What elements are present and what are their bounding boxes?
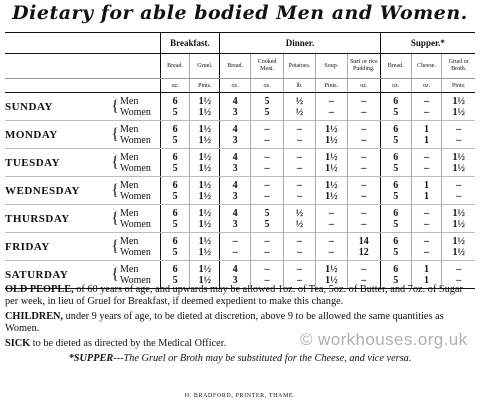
ration-value-women: 3 — [232, 134, 238, 146]
ration-value-men: – — [456, 263, 462, 275]
unit-header: lb. — [284, 79, 316, 93]
ration-cell — [251, 205, 284, 233]
ration-value-women: – — [264, 274, 270, 286]
ration-cell — [411, 205, 442, 233]
table-row — [5, 93, 475, 121]
ration-value-women: 1½ — [325, 162, 338, 174]
ration-value-men: ½ — [295, 95, 304, 107]
sex-label: Women — [119, 274, 151, 286]
ration-value-men: 4 — [232, 179, 238, 191]
dietary-table — [5, 32, 475, 289]
sex-labels — [111, 149, 160, 177]
ration-cell — [220, 121, 251, 149]
brace-glyph: { — [111, 209, 119, 227]
ration-value-women: 5 — [393, 162, 399, 174]
day-name: SUNDAY — [5, 93, 111, 121]
ration-cell — [315, 149, 347, 177]
sex-label: Women — [119, 106, 151, 118]
ration-cell — [190, 93, 220, 121]
ration-value-men: 4 — [232, 207, 238, 219]
ration-value-women: 5 — [172, 274, 178, 286]
brace-glyph: { — [111, 97, 119, 115]
copyright-watermark: © workhouses.org.uk — [300, 330, 468, 349]
ration-cell — [284, 205, 316, 233]
ration-value-women: 3 — [232, 218, 238, 230]
ration-value-women: ½ — [295, 106, 304, 118]
ration-cell — [160, 93, 190, 121]
ration-value-men: 1½ — [198, 235, 212, 247]
ration-value-women: – — [328, 246, 334, 258]
ration-value-women: 5 — [393, 190, 399, 202]
ration-value-men: – — [296, 179, 302, 191]
ration-cell — [380, 177, 411, 205]
ration-value-men: 1½ — [452, 235, 465, 247]
table-row — [5, 177, 475, 205]
ration-cell — [380, 121, 411, 149]
col-header: Cheese. — [411, 54, 442, 79]
ration-value-women: – — [328, 106, 334, 118]
unit-header: oz. — [411, 79, 442, 93]
ration-value-women: – — [264, 246, 270, 258]
ration-value-women: – — [296, 246, 302, 258]
ration-value-women: 1½ — [452, 218, 465, 230]
ration-value-men: 1 — [424, 263, 430, 275]
ration-value-women: 1½ — [198, 134, 212, 146]
group-dinner: Dinner. — [220, 33, 381, 54]
ration-cell — [380, 233, 411, 261]
group-breakfast: Breakfast. — [160, 33, 220, 54]
ration-value-women: 1 — [424, 274, 430, 286]
ration-value-men: 4 — [232, 123, 238, 135]
ration-cell — [220, 149, 251, 177]
ration-cell — [160, 233, 190, 261]
printer-credit: H. BRADFORD, PRINTER, THAME. — [184, 393, 296, 399]
ration-value-men: – — [361, 179, 367, 191]
day-name: MONDAY — [5, 121, 111, 149]
ration-value-women: 5 — [172, 162, 178, 174]
brace-glyph: { — [111, 181, 119, 199]
ration-value-women: – — [361, 134, 367, 146]
col-header: Bread. — [380, 54, 411, 79]
ration-value-men: 6 — [172, 179, 178, 191]
note-children: CHILDREN, under 9 years of age, to be dieted at discretion, above 9 to be allowed the same quantities as Women. — [5, 311, 444, 334]
ration-value-women: – — [424, 218, 430, 230]
ration-value-men: – — [424, 95, 430, 107]
table-row — [5, 121, 475, 149]
ration-value-women: – — [361, 218, 367, 230]
ration-value-men: – — [328, 207, 334, 219]
ration-cell — [380, 149, 411, 177]
sex-label: Women — [119, 246, 151, 258]
ration-value-men: – — [361, 95, 367, 107]
ration-value-men: 1½ — [198, 123, 212, 135]
ration-value-women: – — [361, 274, 367, 286]
ration-value-men: 1½ — [198, 95, 212, 107]
ration-value-men: – — [264, 151, 270, 163]
ration-value-men: 1½ — [325, 151, 338, 163]
ration-cell — [220, 205, 251, 233]
ration-value-women: 3 — [232, 274, 238, 286]
col-header: Cooked Meat. — [251, 54, 284, 79]
ration-cell — [220, 177, 251, 205]
sex-label: Men — [119, 123, 139, 135]
ration-value-women: 5 — [393, 106, 399, 118]
ration-value-men: 5 — [264, 95, 270, 107]
ration-value-men: – — [328, 95, 334, 107]
ration-cell — [160, 149, 190, 177]
brace-glyph: { — [111, 125, 119, 143]
ration-cell — [315, 177, 347, 205]
ration-cell — [442, 121, 475, 149]
notes — [5, 284, 475, 368]
ration-cell — [347, 93, 380, 121]
ration-cell — [411, 93, 442, 121]
ration-value-women: – — [296, 162, 302, 174]
meal-header-row — [5, 33, 475, 54]
ration-value-women: – — [264, 134, 270, 146]
col-header: Gruel or Broth. — [442, 54, 475, 79]
ration-value-women: 5 — [172, 218, 178, 230]
ration-value-men: 1½ — [325, 123, 338, 135]
ration-cell — [411, 121, 442, 149]
ration-value-men: 6 — [393, 235, 399, 247]
ration-value-women: 5 — [172, 246, 178, 258]
ration-cell — [442, 93, 475, 121]
unit-header: oz. — [251, 79, 284, 93]
sex-label: Men — [119, 151, 139, 163]
ration-cell — [347, 233, 380, 261]
ration-value-men: 1½ — [452, 151, 465, 163]
day-name: SATURDAY — [5, 261, 111, 289]
ration-value-women: 5 — [264, 106, 270, 118]
ration-cell — [284, 149, 316, 177]
ration-value-men: 1½ — [198, 207, 212, 219]
table-row — [5, 149, 475, 177]
ration-value-women: – — [456, 274, 462, 286]
ration-value-men: 6 — [393, 151, 399, 163]
ration-value-women: 1 — [424, 190, 430, 202]
ration-cell — [380, 205, 411, 233]
ration-value-women: – — [456, 134, 462, 146]
ration-value-men: 4 — [232, 95, 238, 107]
sex-label: Women — [119, 162, 151, 174]
sex-label: Men — [119, 235, 139, 247]
ration-cell — [347, 149, 380, 177]
ration-value-women: – — [264, 190, 270, 202]
day-name: TUESDAY — [5, 149, 111, 177]
ration-value-men: – — [296, 151, 302, 163]
ration-value-men: – — [424, 235, 430, 247]
ration-value-women: – — [232, 246, 238, 258]
sex-label: Men — [119, 263, 139, 275]
ration-value-men: – — [232, 235, 238, 247]
ration-value-men: ½ — [295, 207, 304, 219]
ration-value-men: – — [264, 235, 270, 247]
ration-value-women: 5 — [172, 106, 178, 118]
ration-cell — [190, 121, 220, 149]
ration-value-men: – — [456, 123, 462, 135]
col-header: Suet or rice Pudding. — [347, 54, 380, 79]
ration-cell — [160, 121, 190, 149]
ration-cell — [411, 177, 442, 205]
unit-header-row — [5, 79, 475, 93]
ration-value-women: 1½ — [452, 162, 465, 174]
ration-cell — [190, 149, 220, 177]
ration-cell — [442, 177, 475, 205]
ration-cell — [442, 233, 475, 261]
brace-glyph: { — [111, 237, 119, 255]
unit-header: oz. — [380, 79, 411, 93]
ration-value-men: – — [361, 207, 367, 219]
sex-label: Men — [119, 95, 139, 107]
ration-value-women: 5 — [172, 190, 178, 202]
sex-label: Men — [119, 207, 139, 219]
ration-cell — [347, 205, 380, 233]
ration-value-women: – — [264, 162, 270, 174]
ration-value-men: – — [296, 263, 302, 275]
ration-value-men: – — [361, 123, 367, 135]
note-sick: SICK to be dieted as directed by the Medical Officer. — [5, 338, 227, 349]
ration-value-men: 1½ — [198, 151, 212, 163]
sex-label: Women — [119, 190, 151, 202]
ration-value-men: 1½ — [325, 263, 338, 275]
ration-value-men: 4 — [232, 263, 238, 275]
ration-value-men: 6 — [172, 151, 178, 163]
table-row — [5, 233, 475, 261]
ration-value-men: 4 — [232, 151, 238, 163]
ration-value-women: 1½ — [198, 162, 212, 174]
ration-value-men: – — [264, 179, 270, 191]
col-header: Gruel. — [190, 54, 220, 79]
ration-value-women: 1½ — [198, 274, 212, 286]
ration-value-women: 1½ — [198, 246, 212, 258]
day-name: FRIDAY — [5, 233, 111, 261]
ration-value-men: 6 — [393, 95, 399, 107]
ration-value-men: 6 — [172, 263, 178, 275]
ration-value-women: – — [424, 246, 430, 258]
day-name: THURSDAY — [5, 205, 111, 233]
ration-value-women: – — [424, 162, 430, 174]
unit-header: Pints. — [442, 79, 475, 93]
ration-cell — [251, 177, 284, 205]
ration-cell — [284, 177, 316, 205]
ration-value-women: 5 — [172, 134, 178, 146]
ration-cell — [251, 233, 284, 261]
unit-header: Pints. — [190, 79, 220, 93]
ration-value-men: – — [264, 123, 270, 135]
ration-cell — [315, 233, 347, 261]
ration-value-women: 3 — [232, 190, 238, 202]
ration-cell — [190, 205, 220, 233]
ration-value-women: 1½ — [198, 190, 212, 202]
page-title: Dietary for able bodied Men and Women. — [12, 2, 468, 24]
ration-value-women: – — [424, 106, 430, 118]
ration-value-women: ½ — [295, 218, 304, 230]
ration-value-men: 6 — [172, 95, 178, 107]
brace-glyph: { — [111, 153, 119, 171]
ration-value-men: 1½ — [198, 179, 212, 191]
ration-cell — [160, 205, 190, 233]
ration-value-men: 5 — [264, 207, 270, 219]
ration-value-men: 1½ — [325, 179, 338, 191]
ration-value-men: 1 — [424, 179, 430, 191]
ration-value-men: 6 — [172, 123, 178, 135]
ration-value-men: 6 — [393, 263, 399, 275]
ration-value-women: – — [361, 162, 367, 174]
ration-value-women: 1½ — [325, 274, 338, 286]
ration-cell — [220, 93, 251, 121]
ration-value-men: 1½ — [452, 95, 465, 107]
ration-value-women: – — [296, 134, 302, 146]
ration-value-men: – — [361, 151, 367, 163]
unit-header: oz. — [160, 79, 190, 93]
group-supper: Supper.* — [380, 33, 475, 54]
ration-value-women: 1½ — [325, 190, 338, 202]
col-header: Soup. — [315, 54, 347, 79]
ration-cell — [442, 149, 475, 177]
ration-cell — [380, 93, 411, 121]
ration-cell — [284, 93, 316, 121]
ration-cell — [251, 149, 284, 177]
sex-label: Women — [119, 218, 151, 230]
ration-value-women: 5 — [393, 134, 399, 146]
unit-header: oz. — [347, 79, 380, 93]
ration-value-men: – — [296, 235, 302, 247]
ration-value-men: 1½ — [198, 263, 212, 275]
sex-label: Women — [119, 134, 151, 146]
ration-value-men: 6 — [172, 235, 178, 247]
ration-value-women: – — [296, 190, 302, 202]
ration-value-women: – — [456, 190, 462, 202]
ration-value-women: 5 — [393, 274, 399, 286]
col-header: Bread. — [220, 54, 251, 79]
ration-cell — [315, 93, 347, 121]
ration-value-men: – — [296, 123, 302, 135]
food-header-row — [5, 54, 475, 79]
ration-value-women: 1½ — [452, 246, 465, 258]
ration-value-women: – — [361, 190, 367, 202]
ration-value-men: 6 — [393, 123, 399, 135]
ration-cell — [347, 121, 380, 149]
col-header: Potatoes. — [284, 54, 316, 79]
note-supper: *SUPPER---The Gruel or Broth may be substituted for the Cheese, and vice versa. — [68, 353, 412, 364]
ration-value-women: 5 — [393, 246, 399, 258]
sex-labels — [111, 177, 160, 205]
ration-value-men: – — [424, 151, 430, 163]
table-row — [5, 205, 475, 233]
ration-value-women: 1½ — [198, 218, 212, 230]
ration-value-women: 1½ — [198, 106, 212, 118]
ration-value-women: 12 — [358, 246, 369, 258]
ration-value-men: – — [328, 235, 334, 247]
ration-value-women: 5 — [264, 218, 270, 230]
ration-cell — [190, 177, 220, 205]
sex-label: Men — [119, 179, 139, 191]
ration-cell — [251, 121, 284, 149]
ration-value-women: 3 — [232, 162, 238, 174]
ration-value-men: – — [361, 263, 367, 275]
ration-cell — [411, 149, 442, 177]
ration-cell — [251, 93, 284, 121]
note-old-people: OLD PEOPLE, of 60 years of age, and upwards may be allowed 1oz. of Tea, 5oz. of Butter, and 7oz. of Sugar per week, in lieu of Gruel for Breakfast, if deemed expedient to make this change. — [5, 284, 463, 307]
ration-value-women: – — [361, 106, 367, 118]
day-rows — [5, 93, 475, 289]
ration-cell — [220, 233, 251, 261]
ration-value-men: 6 — [172, 207, 178, 219]
ration-value-women: 1½ — [452, 106, 465, 118]
ration-value-women: 5 — [393, 218, 399, 230]
ration-cell — [315, 205, 347, 233]
ration-value-men: 1 — [424, 123, 430, 135]
ration-value-men: 6 — [393, 179, 399, 191]
ration-cell — [442, 205, 475, 233]
unit-header: Pints. — [315, 79, 347, 93]
ration-value-men: 14 — [358, 235, 369, 247]
ration-value-women: 1½ — [325, 134, 338, 146]
ration-value-men: 6 — [393, 207, 399, 219]
unit-header: oz. — [220, 79, 251, 93]
sex-labels — [111, 121, 160, 149]
ration-cell — [160, 177, 190, 205]
ration-value-men: – — [264, 263, 270, 275]
ration-cell — [190, 233, 220, 261]
brace-glyph: { — [111, 265, 119, 283]
ration-value-men: – — [456, 179, 462, 191]
ration-cell — [284, 233, 316, 261]
ration-cell — [411, 233, 442, 261]
ration-value-women: – — [328, 218, 334, 230]
sex-labels — [111, 233, 160, 261]
ration-value-women: 1 — [424, 134, 430, 146]
ration-cell — [315, 121, 347, 149]
ration-value-women: – — [296, 274, 302, 286]
ration-value-men: 1½ — [452, 207, 465, 219]
sex-labels — [111, 205, 160, 233]
ration-value-men: – — [424, 207, 430, 219]
ration-cell — [347, 177, 380, 205]
col-header: Bread. — [160, 54, 190, 79]
ration-cell — [284, 121, 316, 149]
day-name: WEDNESDAY — [5, 177, 111, 205]
ration-value-women: 3 — [232, 106, 238, 118]
sex-labels — [111, 93, 160, 121]
